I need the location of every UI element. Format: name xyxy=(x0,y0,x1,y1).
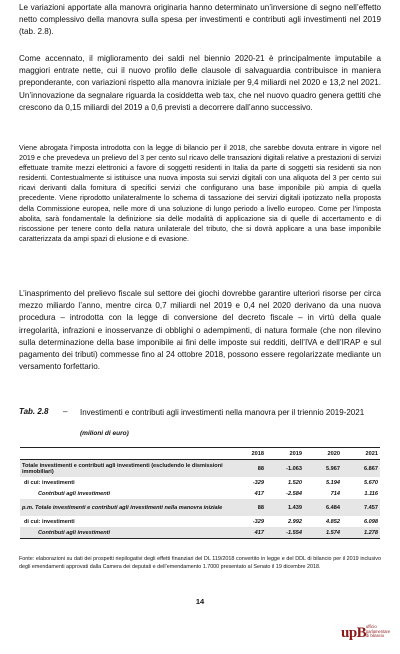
cell-value: 6.098 xyxy=(364,518,378,525)
table-row xyxy=(20,499,380,516)
cell-value: -1.063 xyxy=(266,460,304,478)
table-row xyxy=(20,460,380,478)
cell-value: 1.574 xyxy=(304,527,342,539)
paragraph-2: Come accennato, il miglioramento dei saldi nel biennio 2020-21 è principalmente imputabile a maggiori entrate nette, cui il nuovo profilo delle clausole di salvaguardia contribuisce in maniera preponderante, con variazioni rispetto alla manovra iniziale per 9,4 miliardi nel 2020 e 13,2 nel 2021. Un’innovazione da segnalare riguarda la cosiddetta web tax, che nel nuovo quadro genera gettiti che crescono da 0,15 miliardi del 2019 a 0,6 previsti a decorrere dall’anno successivo. xyxy=(19,54,381,112)
table-header-label xyxy=(20,448,228,460)
table-title: Investimenti e contributi agli investimenti nella manovra per il triennio 2019-2021 xyxy=(80,408,365,417)
cell-value: 417 xyxy=(254,490,264,497)
source-note: Fonte: elaborazioni su dati dei prospetti riepilogativi degli effetti finanziari del DL 119/2018 convertito in legge e del DDL di bilancio per il 2019 inclusivo degli emendamenti approvati dalla Camera dei deputati e dell’emendamento 1.7000 presentato al Senato il 19 dicembre 2018. xyxy=(19,556,381,570)
cell-value: 714 xyxy=(330,490,340,497)
logo-line-1: ufficio xyxy=(366,624,377,629)
table-row xyxy=(20,488,380,499)
cell-value: 88 xyxy=(228,499,266,516)
cell-value: -2.584 xyxy=(286,490,302,497)
table-header-2020: 2020 xyxy=(304,448,342,460)
cell-value: -1.554 xyxy=(266,527,304,539)
row-label: di cui: investimenti xyxy=(24,479,75,486)
table-row xyxy=(20,477,380,488)
cell-value: 88 xyxy=(228,460,266,478)
logo-mark: upB xyxy=(341,625,367,641)
table-row xyxy=(20,527,380,539)
table-row xyxy=(20,516,380,527)
cell-value: 1.439 xyxy=(266,499,304,516)
page-number: 14 xyxy=(195,597,205,606)
row-label: Contributi agli investimenti xyxy=(38,490,111,497)
cell-value: -329 xyxy=(252,518,264,525)
cell-value: 1.278 xyxy=(342,527,380,539)
table-header-2018: 2018 xyxy=(228,448,266,460)
row-label: Contributi agli investimenti xyxy=(20,527,228,539)
cell-value: 1.520 xyxy=(288,479,302,486)
logo-text xyxy=(366,625,390,639)
table-header-2021: 2021 xyxy=(342,448,380,460)
upb-logo xyxy=(341,623,397,645)
table-dash: – xyxy=(63,407,68,416)
row-label: Totale investimenti e contributi agli investimenti (escludendo le dismissioni immobiliari) xyxy=(20,460,228,478)
cell-value: 417 xyxy=(228,527,266,539)
paragraph-1: Le variazioni apportate alla manovra originaria hanno determinato un’inversione di segno nell’effetto netto complessivo della manovra sulla spesa per investimenti e contributi agli investimenti nel 2019 (tab. 2.8). xyxy=(19,3,381,37)
cell-value: 5.967 xyxy=(304,460,342,478)
cell-value: -329 xyxy=(252,479,264,486)
table-header-2019: 2019 xyxy=(266,448,304,460)
row-label: di cui: investimenti xyxy=(24,518,75,525)
cell-value: 4.852 xyxy=(326,518,340,525)
cell-value: 6.867 xyxy=(342,460,380,478)
paragraph-3: Viene abrogata l’imposta introdotta con la legge di bilancio per il 2018, che sarebbe dovuta entrare in vigore nel 2019 e che prevedeva un prelievo del 3 per cento sul ricavo delle transazioni digitali relative a prestazioni di servizi effettuate tramite mezzi elettronici a favore di soggetti residenti in Italia da parte di soggetti sia residenti sia non residenti. Contestualmente si istituisce una nuova imposta sui servizi digitali con una aliquota del 3 per cento sui ricavi derivanti dalla fornitura di specifici servizi che configurano una base imponibile più ampia di quella precedente. Viene riprodotto unilateralmente lo schema di tassazione dei servizi digitali ipotizzato nella proposta della Commissione europea, nelle more di una soluzione di lungo periodo a livello europeo. Come per l’imposta abolita, sarà fondamentale la definizione sia delle modalità di applicazione sia di quelle di accertamento e di riscossione per tenere conto della natura unilaterale del tributo, che si dovrà applicare a una base imponibile caratterizzata da ampi spazi di elusione e di evasione. xyxy=(19,144,381,243)
cell-value: 6.484 xyxy=(304,499,342,516)
table-unit: (milioni di euro) xyxy=(80,430,129,437)
row-label: p.m. Totale investimenti e contributi agli investimenti nella manovra iniziale xyxy=(20,499,228,516)
logo-line-3: di bilancio xyxy=(366,633,385,639)
cell-value: 5.194 xyxy=(326,479,340,486)
cell-value: 1.116 xyxy=(364,490,378,497)
cell-value: 2.992 xyxy=(288,518,302,525)
table-header-row xyxy=(20,448,380,460)
table-number: Tab. 2.8 xyxy=(19,407,49,416)
paragraph-4: L’inasprimento del prelievo fiscale sul settore dei giochi dovrebbe garantire ulteriori risorse per circa mezzo miliardo l’anno, mentre circa 0,7 miliardi nel 2019 e 0,4 nel 2020 derivano da una nuova procedura – introdotta con la legge di conversione del decreto fiscale – in virtù della quale irregolarità, infrazioni e inosservanze di obblighi o adempimenti, di natura formale (che non rilevino sulla determinazione della base imponibile ai fini delle imposte sui redditi, dell’IVA e dell’IRAP e sul pagamento dei tributi) commesse fino al 24 ottobre 2018, possono essere regolarizzate mediante un versamento forfettario. xyxy=(19,289,381,372)
cell-value: 7.457 xyxy=(342,499,380,516)
cell-value: 5.670 xyxy=(364,479,378,486)
investment-table xyxy=(20,447,380,539)
logo-line-2: parlamentare xyxy=(366,628,391,634)
